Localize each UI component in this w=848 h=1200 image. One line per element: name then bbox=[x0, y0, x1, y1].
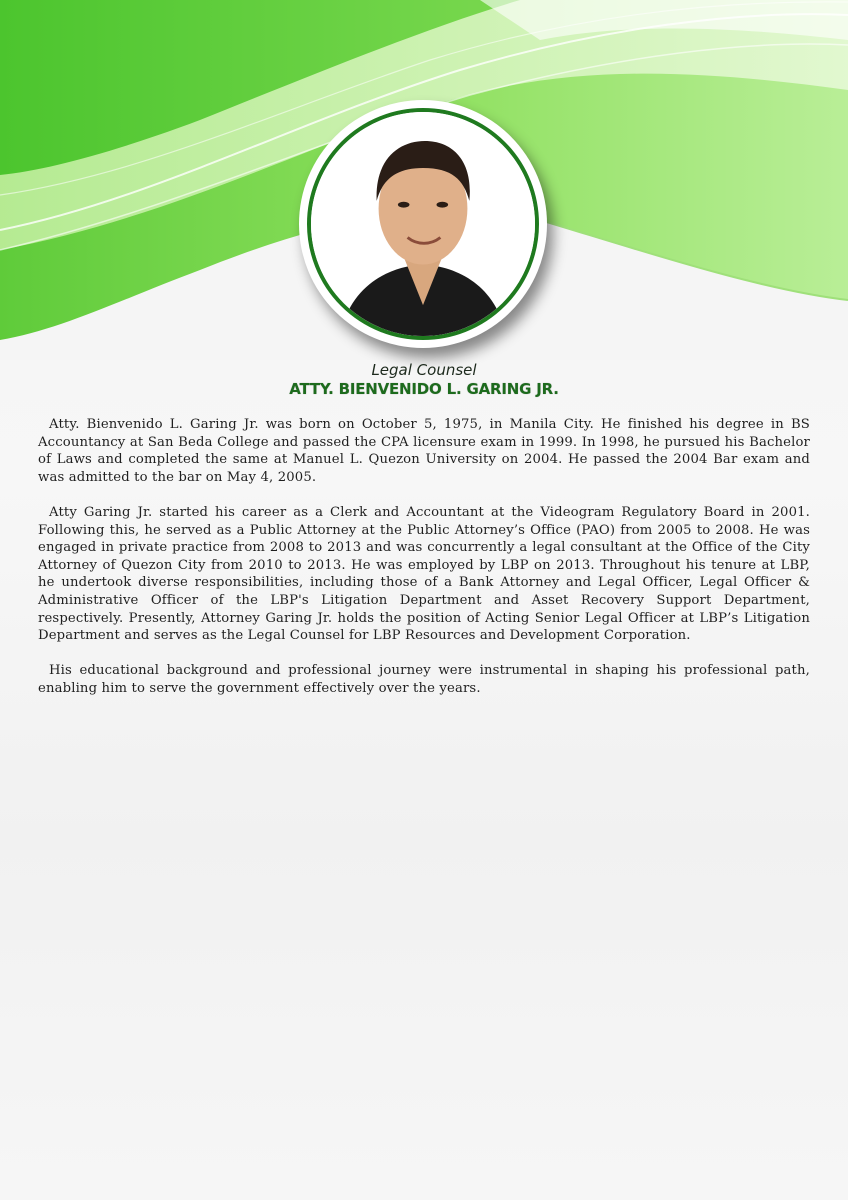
bio-paragraph: Atty. Bienvenido L. Garing Jr. was born on October 5, 1975, in Manila City. He finished his degree in BS Accountancy at San Beda College and passed the CPA licensure exam in 1999. In 1998, he pursued his Bachelor of Laws and completed the same at Manuel L. Quezon University on 2004. He passed the 2004 Bar exam and was admitted to the bar on May 4, 2005. bbox=[38, 417, 810, 485]
profile-photo bbox=[307, 108, 539, 340]
bio-paragraph: Atty Garing Jr. started his career as a Clerk and Accountant at the Videogram Regulatory Board in 2001. Following this, he served as a Public Attorney at the Public Attorney’s Office (PAO) from 2005 to 2008. He was engaged in private practice from 2008 to 2013 and was concurrently a legal consultant at the Office of the City Attorney of Quezon City from 2010 to 2013. He was employed by LBP on 2013. Throughout his tenure at LBP, he undertook diverse responsibilities, including those of a Bank Attorney and Legal Officer, Legal Officer & Administrative Officer of the LBP's Litigation Department and Asset Recovery Support Department, respectively. Presently, Attorney Garing Jr. holds the position of Acting Senior Legal Officer at LBP’s Litigation Department and serves as the Legal Counsel for LBP Resources and Development Corporation. bbox=[38, 504, 810, 644]
person-name: ATTY. BIENVENIDO L. GARING JR. bbox=[289, 380, 559, 398]
profile-photo-frame bbox=[299, 100, 547, 348]
biography bbox=[38, 416, 810, 715]
bio-paragraph: His educational background and professional journey were instrumental in shaping his professional path, enabling him to serve the government effectively over the years. bbox=[38, 663, 810, 696]
role-title: Legal Counsel bbox=[371, 361, 477, 379]
